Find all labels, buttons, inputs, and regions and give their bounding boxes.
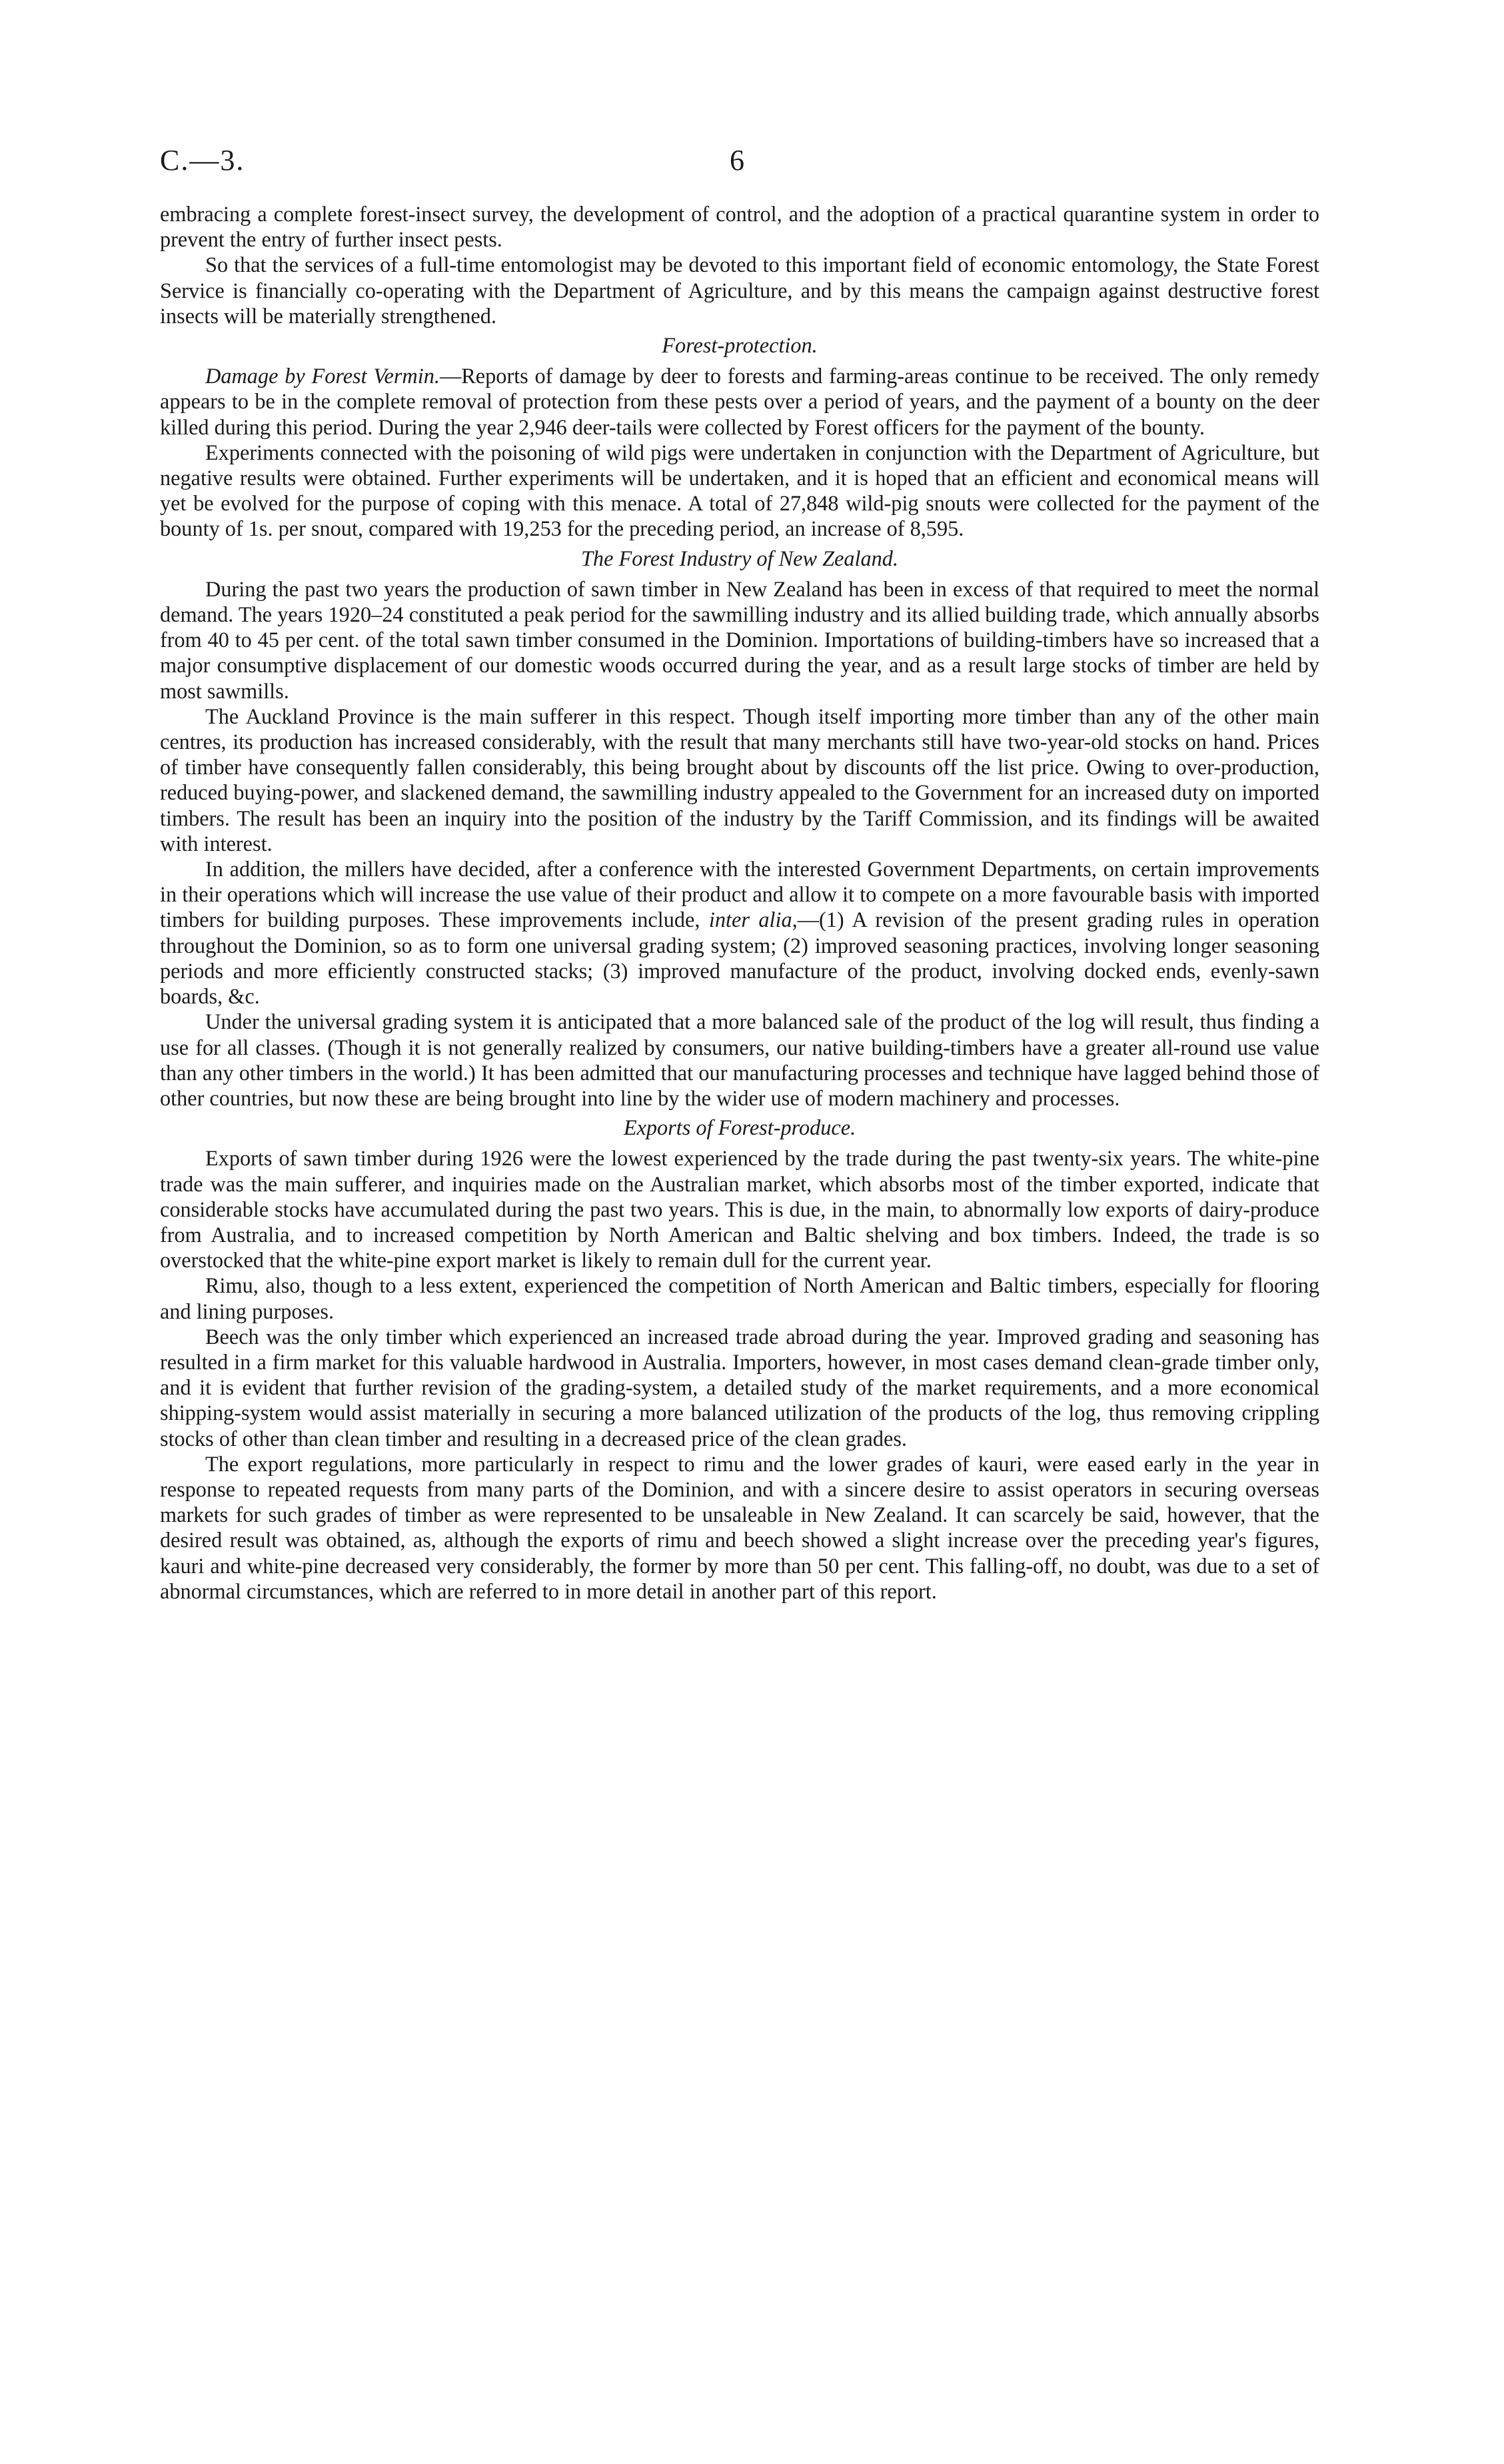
paragraph-text: ,—(1) A revision of the present grading rules in operation throughout the Dominion, so as to form one universal grading system; (2) improved seasoning practices, involving longer seasoning periods and more efficiently constructed stacks; (3) improved manufacture of the product, involving docked ends, evenly-sawn boards, &c. (160, 908, 1319, 1009)
paragraph: Exports of sawn timber during 1926 were the lowest experienced by the trade during the past twenty-six years. The white-pine trade was the main sufferer, and inquiries made on the Australian market, which absorbs most of the timber exported, indicate that considerable stocks have accumulated during the past two years. This is due, in the main, to abnormally low exports of dairy-produce from Australia, and to increased competition by North American and Baltic shelving and box timbers. Indeed, the trade is so overstocked that the white-pine export market is likely to remain dull for the current year. (160, 1146, 1319, 1273)
paragraph: Beech was the only timber which experienced an increased trade abroad during the year. Improved grading and seasoning has resulted in a firm market for this valuable hardwood in Australia. Importers, however, in most cases demand clean-grade timber only, and it is evident that further revision of the grading-system, a detailed study of the market requirements, and a more economical shipping-system would assist materially in securing a more balanced utilization of the products of the log, thus removing crippling stocks of other than clean timber and resulting in a decreased price of the clean grades. (160, 1324, 1319, 1451)
page-number: 6 (730, 144, 744, 177)
page-header (160, 143, 1319, 183)
paragraph: During the past two years the production of sawn timber in New Zealand has been in excess of that required to meet the normal demand. The years 1920–24 constituted a peak period for the sawmilling industry and its allied building trade, which annually absorbs from 40 to 45 per cent. of the total sawn timber consumed in the Dominion. Importations of building-timbers have so increased that a major consumptive displacement of our domestic woods occurred during the year, and as a result large stocks of timber are held by most sawmills. (160, 576, 1319, 703)
paragraph: embracing a complete forest-insect survey, the development of control, and the adoption of a practical quarantine system in order to prevent the entry of further insect pests. (160, 202, 1319, 252)
paragraph: Experiments connected with the poisoning of wild pigs were undertaken in conjunction with the Department of Agriculture, but negative results were obtained. Further experiments will be undertaken, and it is hoped that an efficient and economical means will yet be evolved for the purpose of coping with this menace. A total of 27,848 wild-pig snouts were collected for the payment of the bounty of 1s. per snout, compared with 19,253 for the preceding period, an increase of 8,595. (160, 440, 1319, 541)
paragraph-text: In addition, the millers have decided, after a conference with the interested Government Departments, on certain improvements in their operations which will increase the use value of their product and allow it to compete on a more favourable basis with imported timbers for building purposes. These improvements include, (160, 857, 1319, 932)
document-reference: C.—3. (160, 144, 245, 177)
paragraph: The export regulations, more particularly in respect to rimu and the lower grades of kauri, were eased early in the year in response to repeated requests from many parts of the Dominion, and with a sincere desire to assist operators in securing overseas markets for such grades of timber as were represented to be unsaleable in New Zealand. It can scarcely be said, however, that the desired result was obtained, as, although the exports of rimu and beech showed a slight increase over the preceding year's figures, kauri and white-pine decreased very considerably, the former by more than 50 per cent. This falling-off, no doubt, was due to a set of abnormal circumstances, which are referred to in more detail in another part of this report. (160, 1451, 1319, 1603)
paragraph: Rimu, also, though to a less extent, experienced the competition of North American and Baltic timbers, especially for flooring and lining purposes. (160, 1273, 1319, 1323)
paragraph (160, 856, 1319, 1009)
runin-heading-damage-by-forest-vermin: Damage by Forest Vermin. (205, 364, 440, 388)
paragraph (160, 363, 1319, 440)
italic-phrase: inter alia (708, 908, 792, 932)
paragraph: Under the universal grading system it is anticipated that a more balanced sale of the product of the log will result, thus finding a use for all classes. (Though it is not generally realized by consumers, our native building-timbers have a greater all-round use value than any other timbers in the world.) It has been admitted that our manufacturing processes and technique have lagged behind those of other countries, but now these are being brought into line by the wider use of modern machinery and processes. (160, 1009, 1319, 1110)
section-heading-forest-industry: The Forest Industry of New Zealand. (580, 546, 899, 570)
paragraph: So that the services of a full-time entomologist may be devoted to this important field of economic entomology, the State Forest Service is financially co-operating with the Department of Agriculture, and by this means the campaign against destructive forest insects will be materially strengthened. (160, 253, 1319, 328)
section-heading-forest-protection: Forest-protection. (662, 333, 818, 358)
paragraph: The Auckland Province is the main sufferer in this respect. Though itself importing more timber than any of the other main centres, its production has increased considerably, with the result that many merchants still have two-year-old stocks on hand. Prices of timber have consequently fallen considerably, this being brought about by discounts off the list price. Owing to over-production, reduced buying-power, and slackened demand, the sawmilling industry appealed to the Government for an increased duty on imported timbers. The result has been an inquiry into the position of the industry by the Tariff Commission, and its findings will be awaited with interest. (160, 704, 1319, 856)
paragraph-text: —Reports of damage by deer to forests and farming-areas continue to be received. The only remedy appears to be in the complete removal of protection from these pests over a period of years, and the payment of a bounty on the deer killed during this period. During the year 2,946 deer-tails were collected by Forest officers for the payment of the bounty. (160, 364, 1319, 439)
body-text (160, 201, 1319, 1604)
section-heading-exports: Exports of Forest-produce. (623, 1115, 856, 1140)
